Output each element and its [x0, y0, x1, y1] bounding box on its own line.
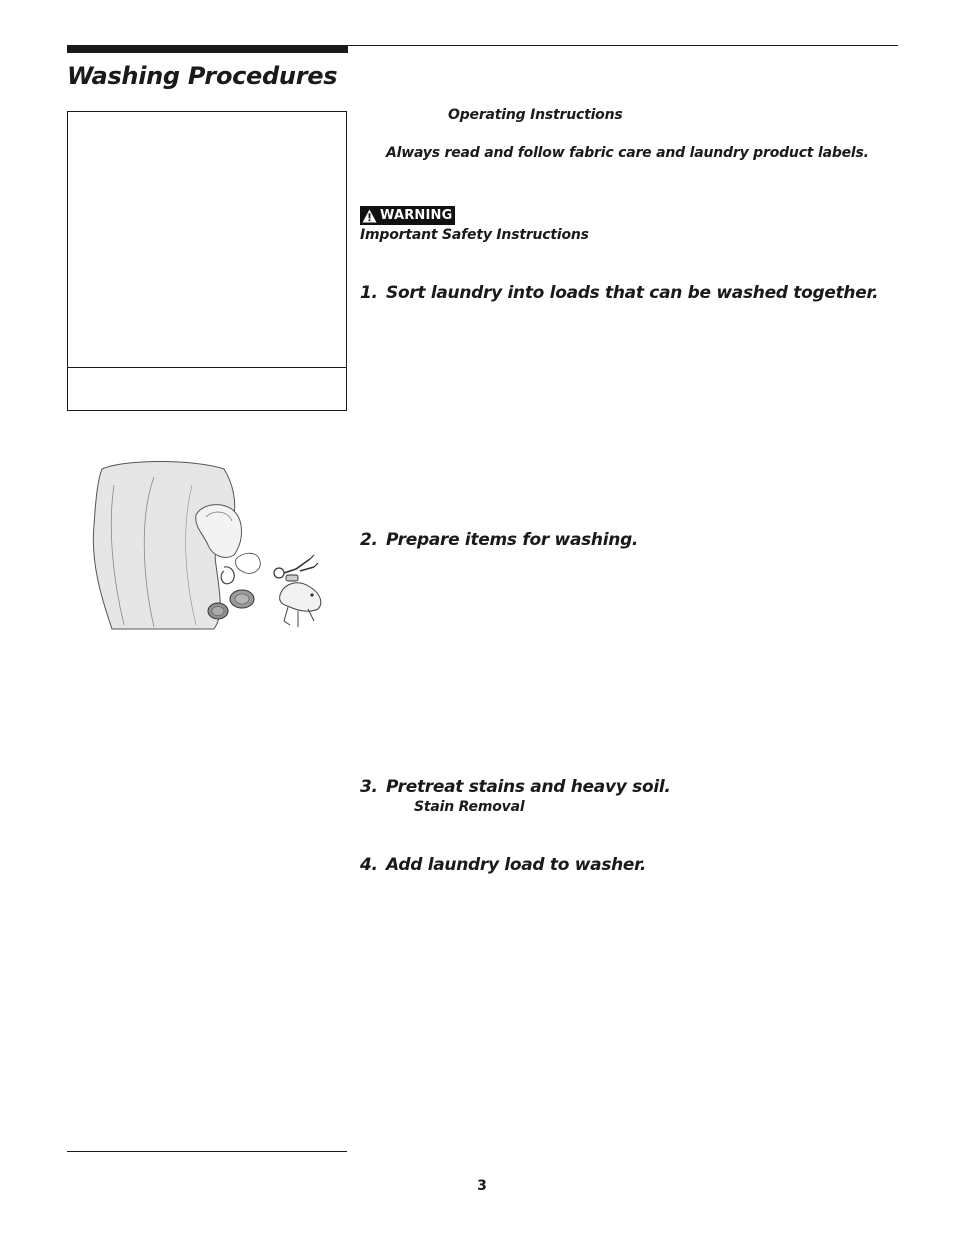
step-text: Prepare items for washing.: [386, 530, 639, 550]
header-rule-thick: [67, 45, 348, 53]
sidebar-box-divider: [68, 367, 346, 368]
step-number: 4.: [360, 855, 378, 875]
warning-triangle-icon: [362, 209, 377, 223]
operating-instructions-link[interactable]: Operating Instructions: [448, 107, 623, 123]
step-number: 3.: [360, 777, 378, 797]
step-2: [360, 530, 638, 550]
page-title: Washing Procedures: [67, 62, 338, 90]
step-number: 2.: [360, 530, 378, 550]
header-rule-thin: [348, 45, 898, 46]
sidebar-box: [67, 111, 347, 411]
warning-label: WARNING: [380, 208, 453, 223]
step-1: [360, 283, 878, 303]
step-number: 1.: [360, 283, 378, 303]
step-text: Add laundry load to washer.: [386, 855, 646, 875]
footer-rule: [67, 1151, 347, 1152]
safety-instructions-link[interactable]: Important Safety Instructions: [360, 227, 589, 243]
pocket-items-illustration: [84, 455, 334, 635]
stain-removal-link[interactable]: Stain Removal: [414, 799, 525, 815]
fabric-care-note: Always read and follow fabric care and laundry product labels.: [386, 145, 869, 161]
step-4: [360, 855, 646, 875]
step-text: Sort laundry into loads that can be washed together.: [386, 283, 879, 303]
step-text: Pretreat stains and heavy soil.: [386, 777, 671, 797]
page-number: 3: [477, 1178, 487, 1194]
step-3: [360, 777, 671, 797]
warning-badge: [360, 206, 455, 225]
